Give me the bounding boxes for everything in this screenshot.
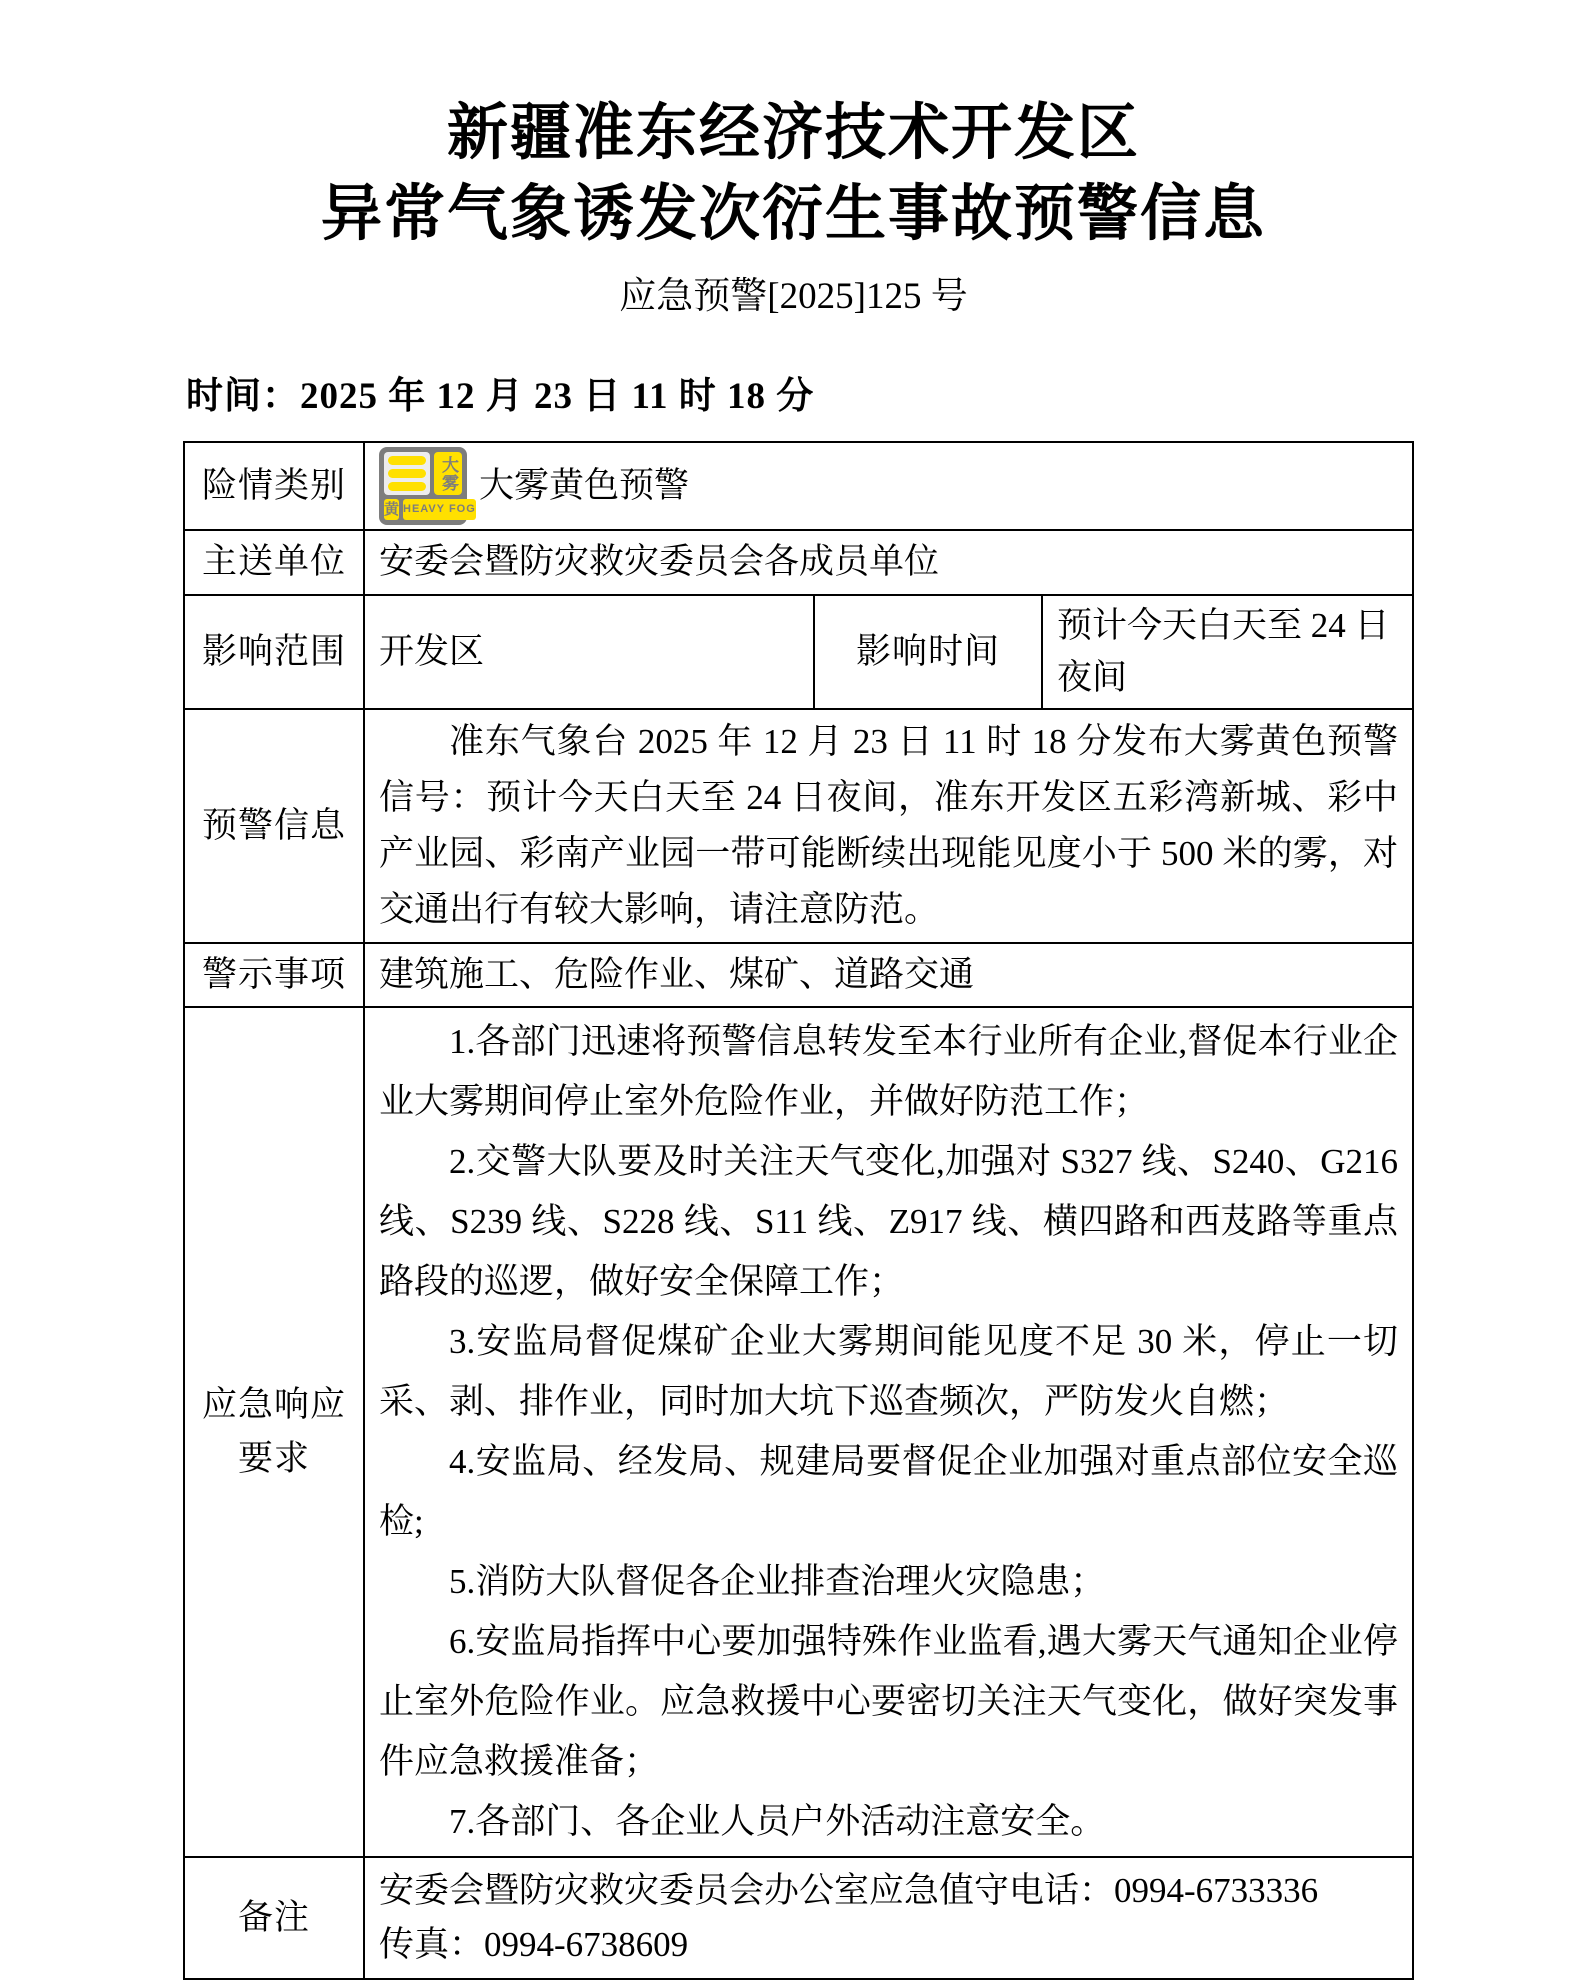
- document-number: 应急预警[2025]125 号: [619, 276, 968, 318]
- warning-info-label: 预警信息: [184, 709, 364, 943]
- recipients-value: 安委会暨防灾救灾委员会各成员单位: [364, 530, 1413, 594]
- fog-title-chars: 大雾: [434, 452, 462, 495]
- alert-items-value: 建筑施工、危险作业、煤矿、道路交通: [364, 943, 1413, 1007]
- response-item: 4.安监局、经发局、规建局要督促企业加强对重点部位安全巡检;: [379, 1441, 1399, 1541]
- time-range-label: 影响时间: [814, 595, 1042, 709]
- fog-icon-top-row: [384, 452, 462, 495]
- response-item: 2.交警大队要及时关注天气变化,加强对 S327 线、S240、G216 线、S239 线、S228 线、S11 线、Z917 线、横四路和西芨路等重点路段的巡逻，做好安全保障工作；: [379, 1141, 1399, 1301]
- response-label: [184, 1007, 364, 1857]
- fog-lines-panel: [384, 452, 430, 495]
- fog-caption-text: HEAVY FOG: [403, 499, 476, 520]
- fog-bar-icon: [388, 482, 426, 491]
- risk-type-value-cell: [364, 442, 1413, 530]
- table-row-risk-type: [184, 442, 1413, 530]
- remarks-cell: [364, 1857, 1413, 1979]
- response-item: 7.各部门、各企业人员户外活动注意安全。: [449, 1801, 1106, 1841]
- warning-info-table: [183, 441, 1414, 1980]
- response-item: 3.安监局督促煤矿企业大雾期间能见度不足 30 米，停止一切采、剥、排作业，同时加大坑下巡查频次，严防发火自燃；: [379, 1321, 1399, 1421]
- document-title-line2: 异常气象诱发次衍生事故预警信息: [320, 178, 1266, 247]
- table-row-scope-time: [184, 595, 1413, 709]
- heavy-fog-yellow-warning-icon: [379, 447, 476, 525]
- warning-info-paragraph: 准东气象台 2025 年 12 月 23 日 11 时 18 分发布大雾黄色预警信号：预计今天白天至 24 日夜间，准东开发区五彩湾新城、彩中产业园、彩南产业园一带可能断续出现能见度小于 500 米的雾，对交通出行有较大影响，请注意防范。: [379, 721, 1399, 929]
- document-title-line1: 新疆准东经济技术开发区: [446, 98, 1140, 166]
- remarks-label: 备注: [184, 1857, 364, 1979]
- recipients-label: 主送单位: [184, 530, 364, 594]
- time-range-value: 预计今天白天至 24 日夜间: [1042, 595, 1413, 709]
- response-label-line1: 应急响应: [201, 1384, 346, 1424]
- risk-type-label: 险情类别: [184, 442, 364, 530]
- scope-label: 影响范围: [184, 595, 364, 709]
- risk-type-value-wrap: [379, 447, 1398, 525]
- table-row-warning-info: [184, 709, 1413, 943]
- alert-items-label: 警示事项: [184, 943, 364, 1007]
- fog-icon-bottom-row: [384, 499, 476, 520]
- response-item: 6.安监局指挥中心要加强特殊作业监看,遇大雾天气通知企业停止室外危险作业。应急救援中心要密切关注天气变化，做好突发事件应急救援准备；: [379, 1621, 1399, 1781]
- scope-value: 开发区: [364, 595, 814, 709]
- response-item: 5.消防大队督促各企业排查治理火灾隐患；: [449, 1561, 1106, 1601]
- fog-bar-icon: [388, 469, 426, 478]
- response-label-line2: 要求: [237, 1438, 310, 1478]
- response-item: 1.各部门迅速将预警信息转发至本行业所有企业,督促本行业企业大雾期间停止室外危险作业，并做好防范工作；: [379, 1021, 1399, 1121]
- warning-info-cell: [364, 709, 1413, 943]
- risk-type-value: 大雾黄色预警: [479, 466, 690, 506]
- table-row-alert-items: [184, 943, 1413, 1007]
- issue-time-line: [186, 365, 1587, 419]
- issue-time-label: 时间：: [186, 376, 300, 418]
- issue-time-value: 2025 年 12 月 23 日 11 时 18 分: [300, 376, 815, 418]
- fog-bar-icon: [388, 456, 426, 465]
- remarks-line2: 传真：0994-6738609: [379, 1924, 689, 1964]
- response-items-cell: [364, 1007, 1413, 1857]
- fog-level-char: 黄: [384, 499, 399, 520]
- table-row-response: [184, 1007, 1413, 1857]
- table-row-remarks: [184, 1857, 1413, 1979]
- table-row-recipients: [184, 530, 1413, 594]
- remarks-line1: 安委会暨防灾救灾委员会办公室应急值守电话：0994-6733336: [379, 1870, 1319, 1910]
